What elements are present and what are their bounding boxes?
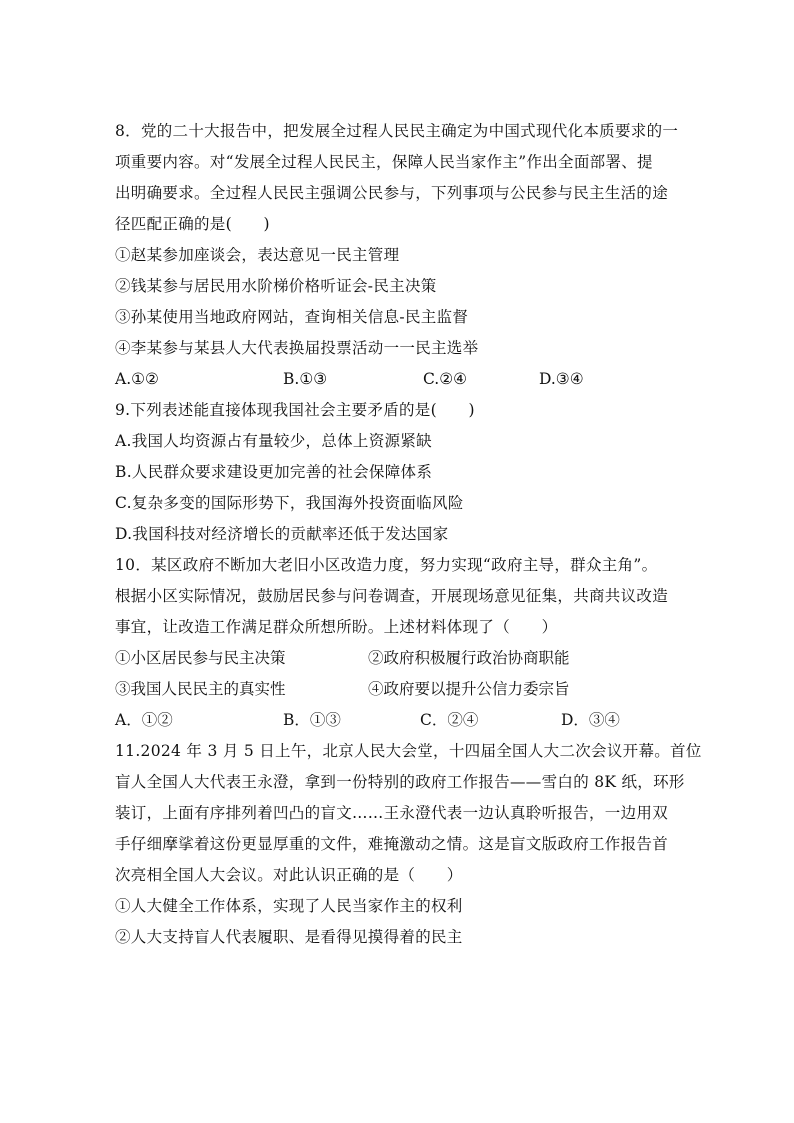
statement-item: ①小区居民参与民主决策 xyxy=(115,649,286,667)
option-b: B.①③ xyxy=(283,370,328,388)
option-b: B.人民群众要求建设更加完善的社会保障体系 xyxy=(115,463,433,481)
option-d: D．③④ xyxy=(561,711,620,729)
option-c: C.复杂多变的国际形势下，我国海外投资面临风险 xyxy=(115,494,464,512)
statement-item: ④政府要以提升公信力委宗旨 xyxy=(368,680,570,698)
question-stem-line: 项重要内容。对“发展全过程人民民主，保障人民当家作主”作出全面部署、提 xyxy=(115,153,653,171)
statement-item: ②政府积极履行政治协商职能 xyxy=(368,649,570,667)
option-a: A.我国人均资源占有量较少，总体上资源紧缺 xyxy=(115,432,432,450)
question-stem-line: 径匹配正确的是( ) xyxy=(115,215,270,233)
statement-item: ③我国人民民主的真实性 xyxy=(115,680,286,698)
question-stem-line: 10．某区政府不断加大老旧小区改造力度，努力实现“政府主导，群众主角”。 xyxy=(115,556,658,574)
option-d: D.我国科技对经济增长的贡献率还低于发达国家 xyxy=(115,525,449,543)
statement-row xyxy=(115,643,685,674)
exam-page xyxy=(115,116,702,953)
option-b: B．①③ xyxy=(283,711,341,729)
question-8 xyxy=(115,116,685,395)
answer-options xyxy=(115,364,685,395)
statement-item: ②钱某参与居民用水阶梯价格听证会-民主决策 xyxy=(115,277,437,295)
option-d: D.③④ xyxy=(539,370,584,388)
question-9 xyxy=(115,395,685,550)
question-stem-line: 装订，上面有序排列着凹凸的盲文……王永澄代表一边认真聆听报告，一边用双 xyxy=(115,804,669,822)
question-stem-line: 次亮相全国人大会议。对此认识正确的是（ ） xyxy=(115,866,463,884)
question-stem-line: 出明确要求。全过程人民民主强调公民参与，下列事项与公民参与民主生活的途 xyxy=(115,184,669,202)
question-stem-line: 8．党的二十大报告中，把发展全过程人民民主确定为中国式现代化本质要求的一 xyxy=(115,122,679,140)
statement-item: ②人大支持盲人代表履职、是看得见摸得着的民主 xyxy=(115,928,463,946)
question-stem-line: 手仔细摩挲着这份更显厚重的文件，难掩激动之情。这是盲文版政府工作报告首 xyxy=(115,835,669,853)
question-stem-line: 9.下列表述能直接体现我国社会主要矛盾的是( ) xyxy=(115,401,475,419)
statement-item: ③孙某使用当地政府网站，查询相关信息-民主监督 xyxy=(115,308,469,326)
question-11 xyxy=(115,736,702,953)
statement-row xyxy=(115,674,685,705)
statement-item: ①赵某参加座谈会，表达意见一民主管理 xyxy=(115,246,400,264)
question-stem-line: 事宜，让改造工作满足群众所想所盼。上述材料体现了（ ） xyxy=(115,618,558,636)
option-a: A.①② xyxy=(115,370,159,388)
option-c: C．②④ xyxy=(420,711,479,729)
question-stem-line: 盲人全国人大代表王永澄，拿到一份特别的政府工作报告——雪白的 8K 纸，环形 xyxy=(115,773,685,791)
statement-item: ①人大健全工作体系，实现了人民当家作主的权利 xyxy=(115,897,463,915)
answer-options xyxy=(115,705,685,736)
statement-item: ④李某参与某县人大代表换届投票活动一一民主选举 xyxy=(115,339,479,357)
option-a: A．①② xyxy=(115,711,173,729)
question-stem-line: 11.2024 年 3 月 5 日上午，北京人民大会堂，十四届全国人大二次会议开幕。首位 xyxy=(115,742,702,760)
question-stem-line: 根据小区实际情况，鼓励居民参与问卷调查，开展现场意见征集，共商共议改造 xyxy=(115,587,669,605)
question-10 xyxy=(115,550,685,736)
option-c: C.②④ xyxy=(423,370,468,388)
